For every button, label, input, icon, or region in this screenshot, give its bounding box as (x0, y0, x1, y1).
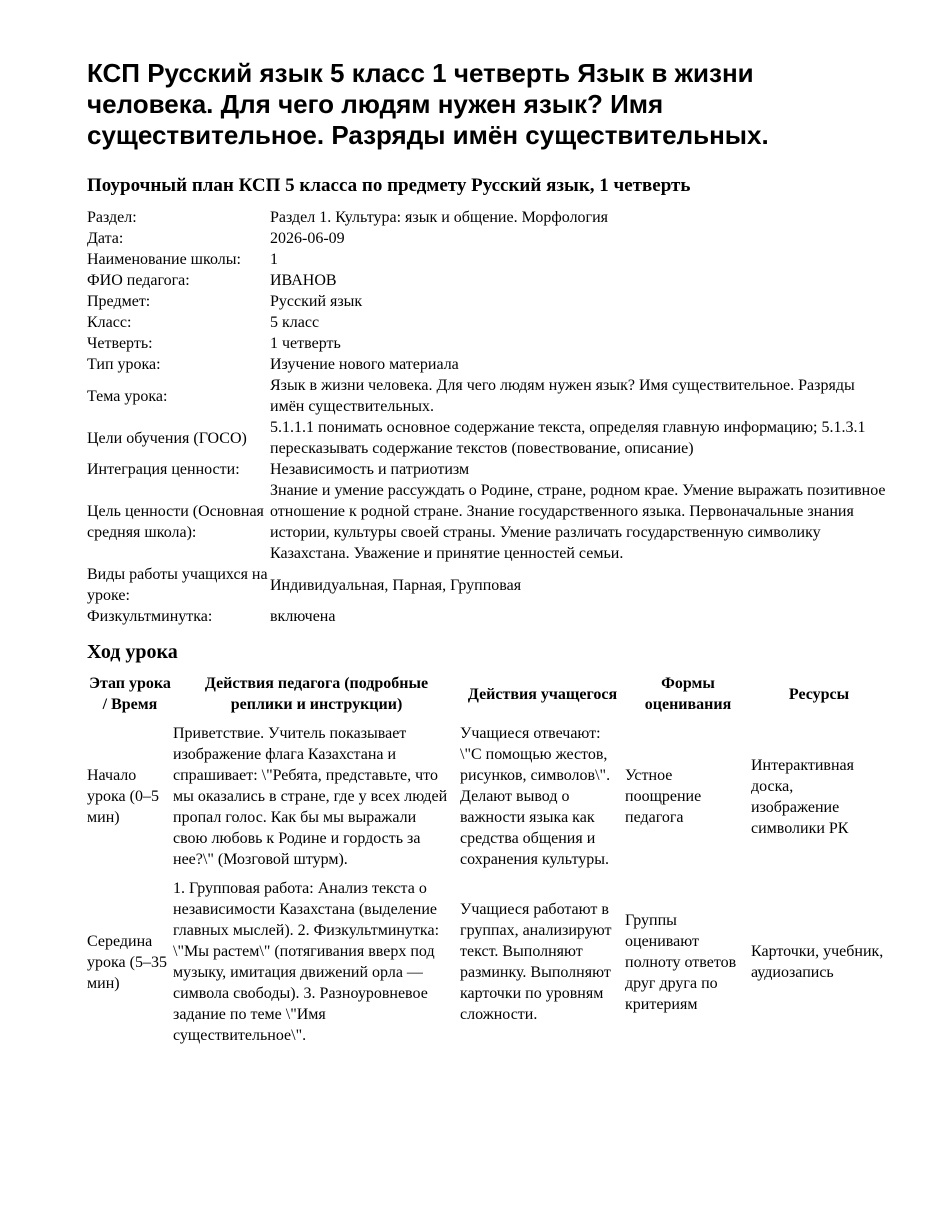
info-value: 1 (270, 251, 278, 268)
info-row-teacher (87, 270, 887, 291)
info-value: Изучение нового материала (270, 356, 459, 373)
document-page (87, 58, 887, 1050)
lesson-info-table (87, 207, 887, 627)
table-row (87, 719, 887, 874)
cell-stage: Середина урока (5–35 мин) (87, 932, 167, 992)
info-value: 1 четверть (270, 335, 341, 352)
info-label: Предмет: (87, 293, 151, 310)
column-header-assessment: Формы оценивания (644, 675, 732, 713)
info-label: Цели обучения (ГОСО) (87, 429, 247, 447)
info-value: Раздел 1. Культура: язык и общение. Морфология (270, 209, 609, 226)
cell-teacher-actions: Приветствие. Учитель показывает изображение флага Казахстана и спрашивает: \"Ребята, представьте, что мы оказались в стране, где у всех людей пропал голос. Как бы мы выражали свою любовь к Родине и гордость за нее?\" (Мозговой штурм). (173, 725, 448, 868)
info-label: Четверть: (87, 335, 153, 352)
info-row-lesson-type (87, 354, 887, 375)
cell-student-actions: Учащиеся отвечают: \"С помощью жестов, рисунков, символов\". Делают вывод о важности языка как средства общения и сохранения культуры. (460, 725, 611, 868)
info-label: Класс: (87, 314, 132, 331)
cell-resources: Карточки, учебник, аудиозапись (751, 943, 884, 981)
info-value: Знание и умение рассуждать о Родине, стране, родном крае. Умение выражать позитивное отношение к родной стране. Знание государственного языка. Первоначальные знания истории, культуры своей страны. Умение различать государственную символику Казахстана. Уважение и принятие ценностей семьи. (270, 482, 886, 562)
info-value: Индивидуальная, Парная, Групповая (270, 576, 522, 594)
info-label: Цель ценности (Основная средняя школа): (87, 503, 264, 541)
info-label: Физкультминутка: (87, 608, 213, 625)
info-row-school (87, 249, 887, 270)
info-label: ФИО педагога: (87, 272, 190, 289)
info-value: 5 класс (270, 314, 320, 331)
column-header-teacher-actions: Действия педагога (подробные реплики и инструкции) (204, 675, 429, 713)
info-row-exercise-break (87, 606, 887, 627)
table-header-row (87, 672, 887, 719)
info-value: Русский язык (270, 293, 363, 310)
info-row-grade (87, 312, 887, 333)
info-label: Виды работы учащихся на уроке: (87, 566, 268, 604)
info-row-work-types (87, 564, 887, 606)
info-label: Тема урока: (87, 387, 168, 405)
info-label: Раздел: (87, 209, 137, 226)
info-row-section (87, 207, 887, 228)
info-label: Интеграция ценности: (87, 461, 240, 478)
info-value: Язык в жизни человека. Для чего людям нужен язык? Имя существительное. Разряды имён существительных. (270, 377, 855, 415)
info-row-value-goal (87, 480, 887, 564)
plan-subtitle: Поурочный план КСП 5 класса по предмету Русский язык, 1 четверть (87, 175, 691, 196)
info-value: 5.1.1.1 понимать основное содержание текста, определяя главную информацию; 5.1.3.1 пересказывать содержание текстов (повествование, описание) (270, 419, 866, 457)
table-row (87, 874, 887, 1050)
column-header-stage: Этап урока / Время (89, 675, 171, 713)
document-title: КСП Русский язык 5 класс 1 четверть Язык в жизни человека. Для чего людям нужен язык? Имя существительное. Разряды имён существительных. (87, 58, 769, 150)
info-label: Наименование школы: (87, 251, 241, 268)
cell-student-actions: Учащиеся работают в группах, анализируют текст. Выполняют разминку. Выполняют карточки по уровням сложности. (460, 901, 612, 1023)
info-row-date (87, 228, 887, 249)
info-label: Тип урока: (87, 356, 161, 373)
info-value: Независимость и патриотизм (270, 461, 470, 478)
info-value: 2026-06-09 (270, 230, 345, 247)
cell-stage: Начало урока (0–5 мин) (87, 767, 159, 826)
cell-assessment: Группы оценивают полноту ответов друг друга по критериям (625, 911, 737, 1013)
info-row-value-integration (87, 459, 887, 480)
cell-assessment: Устное поощрение педагога (625, 767, 702, 826)
lesson-flow-heading: Ход урока (87, 641, 178, 663)
info-value: включена (270, 608, 336, 625)
column-header-resources: Ресурсы (788, 685, 850, 703)
info-label: Дата: (87, 230, 124, 247)
info-row-quarter (87, 333, 887, 354)
info-row-topic (87, 375, 887, 417)
lesson-flow-table (87, 672, 887, 1050)
column-header-student-actions: Действия учащегося (467, 685, 618, 703)
info-value: ИВАНОВ (270, 272, 337, 289)
info-row-subject (87, 291, 887, 312)
cell-teacher-actions: 1. Групповая работа: Анализ текста о независимости Казахстана (выделение главных мыслей). 2. Физкультминутка: \"Мы растем\" (потягивания вверх под музыку, имитация движений орла — символа свободы). 3. Разноуровневое задание по теме \"Имя существительное\". (173, 880, 440, 1044)
info-row-objectives (87, 417, 887, 459)
cell-resources: Интерактивная доска, изображение символики РК (751, 756, 855, 837)
